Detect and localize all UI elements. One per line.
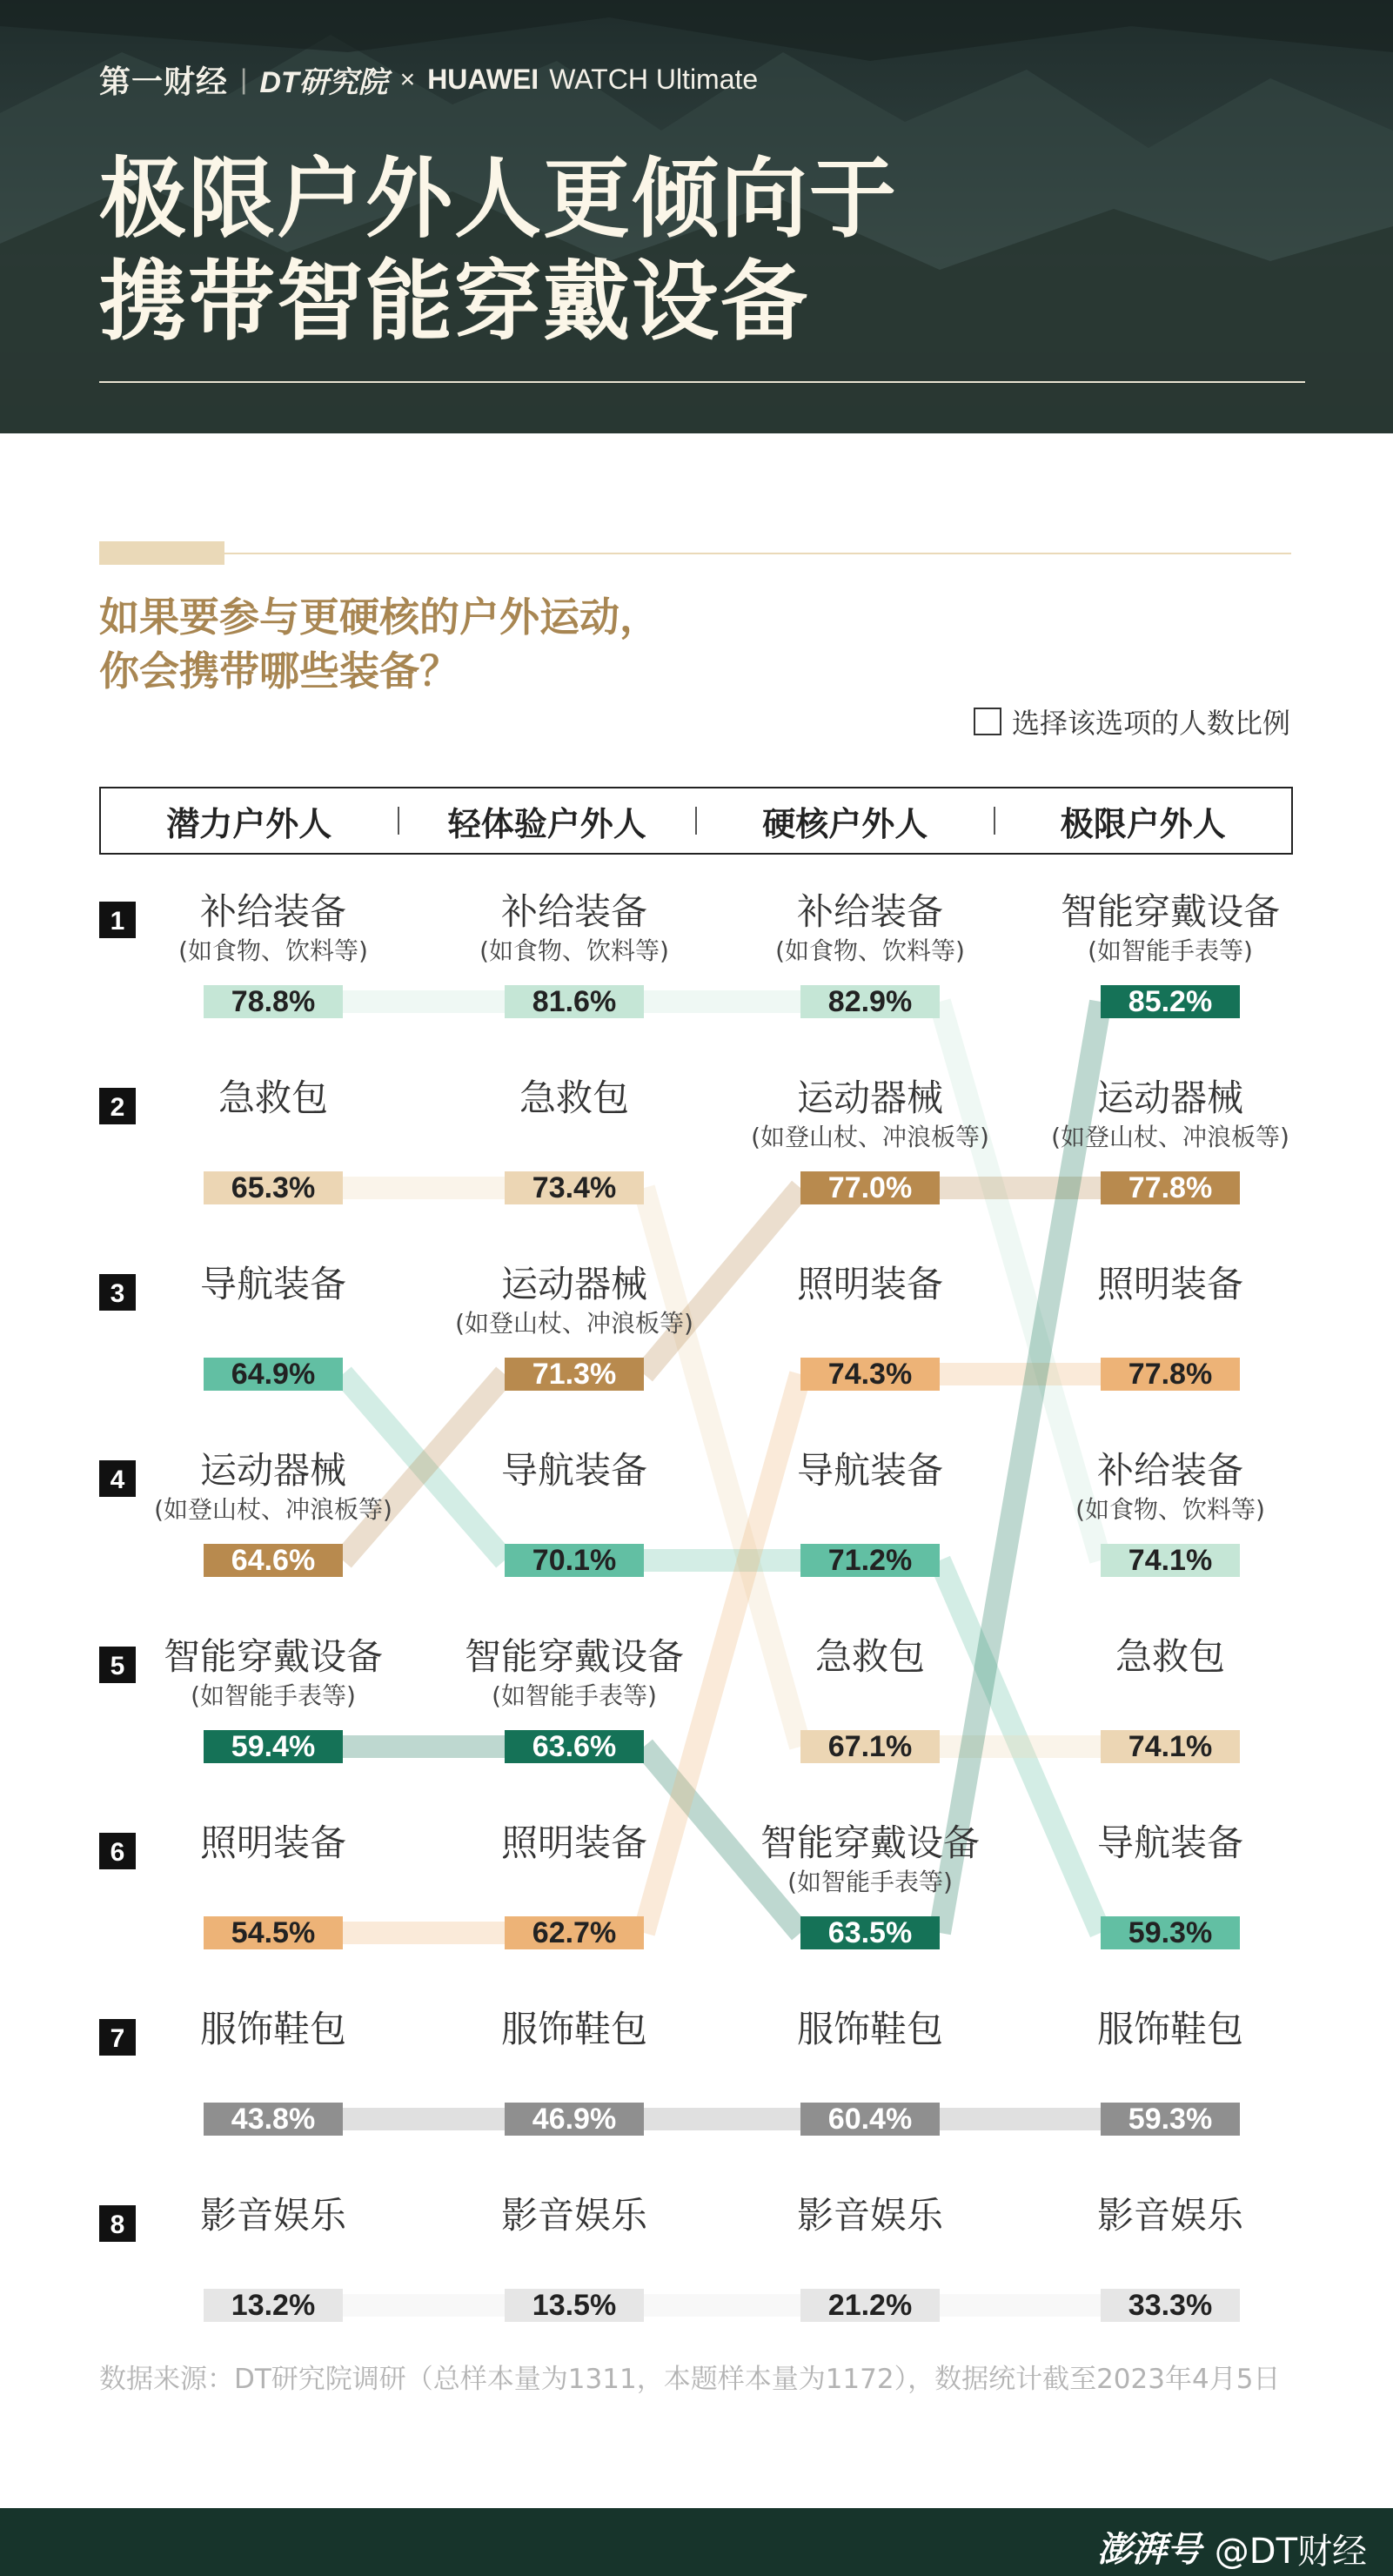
item-label: 补给装备 <box>199 890 347 933</box>
value-label: 71.3% <box>532 1358 617 1391</box>
footnote: 数据来源：DT研究院调研（总样本量为1311，本题样本量为1172），数据统计截至2023年4月5日 <box>99 2364 1281 2395</box>
item-label: 运动器械 <box>796 1077 944 1119</box>
item-label: 服饰鞋包 <box>796 2008 944 2050</box>
brand-separator: | <box>240 64 248 95</box>
footer-bar <box>0 2508 1393 2576</box>
rank-number: 1 <box>110 907 125 936</box>
item-label: 照明装备 <box>796 1263 944 1305</box>
thepaper-logo: 澎湃号 <box>1097 2530 1202 2570</box>
value-label: 43.8% <box>231 2103 316 2136</box>
item-label: 服饰鞋包 <box>199 2008 347 2050</box>
value-label: 78.8% <box>231 985 316 1018</box>
watch-ultimate-text: WATCH Ultimate <box>549 64 759 95</box>
item-note: (如食物、饮料等) <box>775 936 965 965</box>
value-label: 77.8% <box>1128 1358 1213 1391</box>
value-label: 63.6% <box>532 1730 617 1763</box>
question-line-1: 如果要参与更硬核的户外运动， <box>99 594 660 641</box>
brand-cross: × <box>399 64 416 94</box>
item-note: (如智能手表等) <box>191 1681 356 1710</box>
value-label: 74.1% <box>1128 1730 1213 1763</box>
value-label: 67.1% <box>827 1730 913 1763</box>
value-label: 74.3% <box>827 1358 913 1391</box>
item-note: (如食物、饮料等) <box>1075 1495 1265 1524</box>
item-note: (如登山杖、冲浪板等) <box>1051 1123 1289 1151</box>
item-label: 智能穿戴设备 <box>464 1635 685 1678</box>
item-label: 影音娱乐 <box>1096 2194 1244 2237</box>
rank-number: 7 <box>110 2024 125 2053</box>
item-label: 急救包 <box>814 1635 926 1678</box>
rank-number: 6 <box>110 1838 125 1867</box>
item-label: 智能穿戴设备 <box>163 1635 384 1678</box>
row-layer <box>99 890 1289 2322</box>
rank-number: 2 <box>110 1093 125 1122</box>
value-label: 59.3% <box>1128 1916 1213 1949</box>
rank-number: 8 <box>110 2210 125 2239</box>
value-label: 54.5% <box>231 1916 316 1949</box>
item-label: 补给装备 <box>796 890 944 933</box>
item-note: (如食物、饮料等) <box>178 936 368 965</box>
item-note: (如智能手表等) <box>492 1681 657 1710</box>
item-label: 影音娱乐 <box>500 2194 648 2237</box>
value-label: 60.4% <box>827 2103 913 2136</box>
item-note: (如登山杖、冲浪板等) <box>154 1495 392 1524</box>
group-label: 潜力户外人 <box>166 804 332 843</box>
item-label: 运动器械 <box>199 1449 347 1492</box>
dt-logo: DT研究院 <box>259 66 388 99</box>
item-label: 影音娱乐 <box>199 2194 347 2237</box>
rank-number: 5 <box>110 1652 125 1680</box>
value-label: 62.7% <box>532 1916 617 1949</box>
item-label: 智能穿戴设备 <box>760 1821 981 1864</box>
value-label: 13.5% <box>532 2289 617 2322</box>
item-label: 补给装备 <box>500 890 648 933</box>
value-label: 33.3% <box>1128 2289 1213 2322</box>
value-label: 85.2% <box>1128 985 1213 1018</box>
item-label: 急救包 <box>218 1077 329 1119</box>
dt-handle: @DT财经 <box>1214 2532 1367 2572</box>
item-label: 影音娱乐 <box>796 2194 944 2237</box>
title-line-1: 极限户外人更倾向于 <box>99 148 898 250</box>
item-label: 智能穿戴设备 <box>1060 890 1281 933</box>
value-label: 82.9% <box>827 985 913 1018</box>
item-label: 照明装备 <box>199 1821 347 1864</box>
item-label: 导航装备 <box>500 1449 648 1492</box>
value-label: 71.2% <box>827 1544 913 1577</box>
title-line-2: 携带智能穿戴设备 <box>99 251 809 352</box>
item-note: (如登山杖、冲浪板等) <box>455 1309 693 1338</box>
item-note: (如智能手表等) <box>787 1868 953 1896</box>
value-label: 77.8% <box>1128 1171 1213 1204</box>
value-label: 21.2% <box>827 2289 913 2322</box>
rank-number: 3 <box>110 1279 125 1308</box>
value-label: 70.1% <box>532 1544 617 1577</box>
item-label: 补给装备 <box>1096 1449 1244 1492</box>
value-label: 64.6% <box>231 1544 316 1577</box>
value-label: 77.0% <box>827 1171 913 1204</box>
question-line-2: 你会携带哪些装备？ <box>99 647 459 694</box>
huawei-logo: HUAWEI <box>427 64 539 95</box>
value-label: 13.2% <box>231 2289 316 2322</box>
item-label: 服饰鞋包 <box>500 2008 648 2050</box>
connector-layer <box>343 1002 1101 2305</box>
legend-label: 选择该选项的人数比例 <box>1011 707 1290 740</box>
value-label: 59.4% <box>231 1730 316 1763</box>
item-note: (如智能手表等) <box>1088 936 1253 965</box>
item-label: 急救包 <box>519 1077 630 1119</box>
group-label: 硬核户外人 <box>762 804 928 843</box>
value-label: 63.5% <box>827 1916 913 1949</box>
item-label: 导航装备 <box>199 1263 347 1305</box>
yicai-logo: 第一财经 <box>99 64 229 99</box>
item-label: 急救包 <box>1115 1635 1226 1678</box>
item-label: 导航装备 <box>1096 1821 1244 1864</box>
item-label: 服饰鞋包 <box>1096 2008 1244 2050</box>
rank-number: 4 <box>110 1466 125 1494</box>
item-label: 运动器械 <box>1096 1077 1244 1119</box>
group-label: 极限户外人 <box>1060 804 1226 843</box>
item-note: (如食物、饮料等) <box>479 936 669 965</box>
value-label: 59.3% <box>1128 2103 1213 2136</box>
group-label: 轻体验户外人 <box>447 804 646 843</box>
item-label: 照明装备 <box>500 1821 648 1864</box>
value-label: 46.9% <box>532 2103 617 2136</box>
value-label: 73.4% <box>532 1171 617 1204</box>
value-label: 74.1% <box>1128 1544 1213 1577</box>
item-label: 运动器械 <box>500 1263 648 1305</box>
value-label: 64.9% <box>231 1358 316 1391</box>
value-label: 81.6% <box>532 985 617 1018</box>
item-label: 照明装备 <box>1096 1263 1244 1305</box>
item-label: 导航装备 <box>796 1449 944 1492</box>
value-label: 65.3% <box>231 1171 316 1204</box>
item-note: (如登山杖、冲浪板等) <box>751 1123 989 1151</box>
